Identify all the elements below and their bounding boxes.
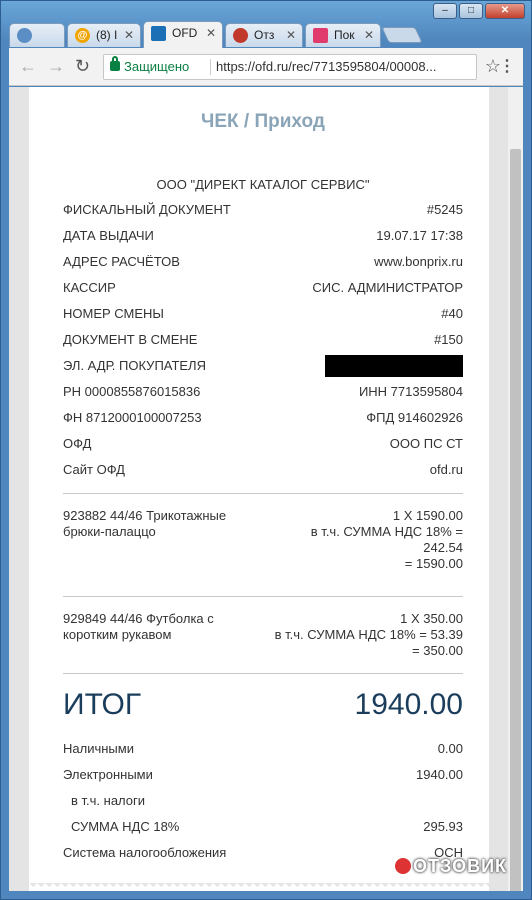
close-tab-icon[interactable]: ✕ (205, 26, 216, 40)
item-total: = 350.00 (412, 643, 463, 658)
field-row (63, 435, 463, 461)
item-qty: 1 X 1590.00 (392, 508, 463, 523)
maximize-button[interactable]: □ (459, 3, 483, 19)
line-item (63, 611, 463, 667)
field-row (63, 201, 463, 227)
field-label: АДРЕС РАСЧЁТОВ (63, 254, 180, 269)
company-name: ООО "ДИРЕКТ КАТАЛОГ СЕРВИС" (156, 177, 370, 192)
page-content (9, 87, 523, 891)
receipt-torn-edge (29, 883, 489, 891)
address-bar[interactable] (103, 54, 477, 80)
tab-ofd-active[interactable] (143, 21, 223, 48)
new-tab-button[interactable] (381, 27, 422, 43)
field-row (63, 383, 463, 409)
close-tab-icon[interactable]: ✕ (285, 28, 296, 42)
back-icon[interactable]: ← (19, 56, 37, 76)
total-label: ИТОГ (63, 688, 142, 721)
field-label: РН 0000855876015836 (63, 384, 201, 399)
field-value: #5245 (426, 202, 463, 217)
minimize-button[interactable]: – (433, 3, 457, 19)
tab-label: Пок (334, 28, 355, 42)
tab-5[interactable] (305, 23, 381, 47)
tab-1[interactable] (9, 23, 65, 47)
field-row (63, 461, 463, 487)
payment-summary (63, 740, 463, 870)
item-vat: в т.ч. СУММА НДС 18% = (310, 524, 463, 539)
item-qty: 1 X 350.00 (400, 611, 463, 626)
tab-label: (8) I (96, 28, 118, 42)
field-value: #40 (441, 306, 463, 321)
summary-value: 295.93 (423, 819, 463, 834)
field-label: НОМЕР СМЕНЫ (63, 306, 164, 321)
bookmark-star-icon[interactable]: ☆ (484, 56, 501, 76)
vertical-scrollbar[interactable] (508, 87, 523, 891)
summary-label: Электронными (63, 767, 153, 782)
url-text[interactable]: https://ofd.ru/rec/7713595804/00008... (216, 59, 437, 74)
close-window-button[interactable]: ✕ (485, 3, 525, 19)
summary-label: СУММА НДС 18% (71, 819, 180, 834)
redacted-email (325, 355, 463, 377)
field-label: ДАТА ВЫДАЧИ (63, 228, 154, 243)
total-row (63, 688, 463, 736)
divider (210, 59, 211, 75)
total-value: 1940.00 (354, 688, 463, 721)
menu-icon[interactable]: ⋮ (499, 58, 515, 75)
globe-icon (17, 28, 32, 43)
receipt-title: ЧЕК / Приход (201, 111, 325, 132)
field-value: СИС. АДМИНИСТРАТОР (312, 280, 463, 295)
field-value: 19.07.17 17:38 (376, 228, 463, 243)
summary-row (63, 818, 463, 844)
field-row (63, 279, 463, 305)
summary-label: Наличными (63, 741, 134, 756)
window-controls (433, 3, 525, 19)
divider (63, 596, 463, 597)
summary-value: 0.00 (437, 741, 463, 756)
field-label: КАССИР (63, 280, 116, 295)
summary-label: в т.ч. налоги (71, 793, 146, 808)
watermark-logo-icon (395, 858, 411, 874)
mail-icon: @ (75, 28, 90, 43)
field-row (63, 331, 463, 357)
summary-label: Система налогообложения (63, 845, 227, 860)
item-total: = 1590.00 (404, 556, 463, 571)
otzovik-icon (233, 28, 248, 43)
lock-icon (110, 61, 120, 71)
tab-label: Отз (254, 28, 275, 42)
close-tab-icon[interactable]: ✕ (363, 28, 374, 42)
toolbar (9, 48, 523, 86)
receipt (29, 87, 489, 891)
tab-label: OFD (172, 26, 198, 40)
item-name: 923882 44/46 Трикотажные брюки-палаццо (63, 508, 227, 539)
bonprix-icon (313, 28, 328, 43)
scrollbar-thumb[interactable] (510, 149, 521, 891)
summary-value: 1940.00 (416, 767, 463, 782)
field-value: ofd.ru (429, 462, 463, 477)
item-vat: в т.ч. СУММА НДС 18% = 53.39 (274, 627, 463, 642)
item-amounts (311, 508, 463, 590)
field-label: ОФД (63, 436, 92, 451)
field-row (63, 357, 463, 383)
field-value: ООО ПС СТ (389, 436, 463, 451)
otzovik-watermark (395, 856, 507, 877)
field-label: ФН 8712000100007253 (63, 410, 202, 425)
summary-row (63, 766, 463, 792)
field-row (63, 253, 463, 279)
divider (63, 493, 463, 494)
field-label: ФИСКАЛЬНЫЙ ДОКУМЕНТ (63, 202, 231, 217)
close-tab-icon[interactable]: ✕ (123, 28, 134, 42)
field-label: ЭЛ. АДР. ПОКУПАТЕЛЯ (63, 358, 206, 373)
field-row (63, 227, 463, 253)
reload-icon[interactable]: ↻ (75, 56, 91, 76)
watermark-text: ОТЗОВИК (413, 856, 507, 876)
summary-row (63, 740, 463, 766)
forward-icon[interactable]: → (47, 56, 65, 76)
secure-label: Защищено (124, 59, 190, 74)
field-row (63, 305, 463, 331)
field-value: #150 (434, 332, 463, 347)
field-value: ИНН 7713595804 (358, 384, 463, 399)
item-vat-value: 242.54 (423, 540, 463, 555)
field-value: www.bonprix.ru (374, 254, 463, 269)
tab-strip (9, 19, 523, 47)
field-row (63, 409, 463, 435)
item-name: 929849 44/46 Футболка с коротким рукавом (63, 611, 214, 642)
field-label: Сайт ОФД (63, 462, 125, 477)
line-item (63, 508, 463, 590)
tab-4[interactable] (225, 23, 303, 47)
divider (63, 673, 463, 674)
item-amounts (275, 611, 463, 667)
ofd-logo-icon (151, 26, 166, 41)
summary-row (63, 792, 463, 818)
tab-2[interactable] (67, 23, 141, 47)
field-label: ДОКУМЕНТ В СМЕНЕ (63, 332, 198, 347)
receipt-fields (63, 201, 463, 487)
field-value: ФПД 914602926 (366, 410, 463, 425)
summary-value: ОСН (434, 845, 463, 860)
